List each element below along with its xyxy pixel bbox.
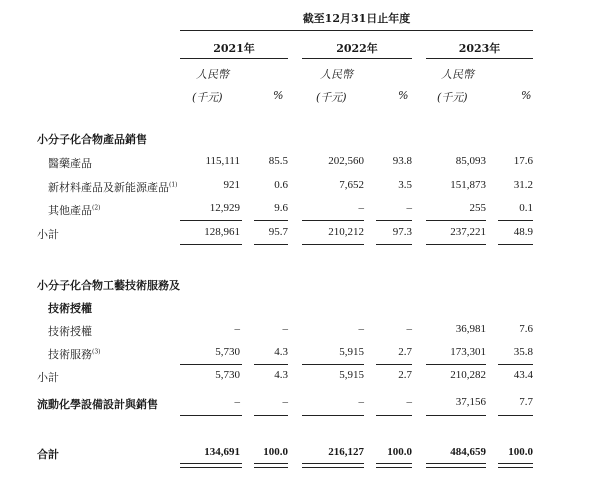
subtotal-label-1: 小計 [37,228,59,241]
rule [180,364,242,365]
cell: 12,929 [209,202,240,214]
cell: – [282,396,288,408]
rule [180,415,242,416]
footnote-2: (2) [92,204,101,212]
cell: 4.3 [274,369,288,381]
cell: 216,127 [328,446,364,458]
cell: 17.6 [513,155,533,167]
cell: 9.6 [274,202,288,214]
rule [498,364,533,365]
cell: – [358,396,364,408]
cell: 151,873 [450,179,486,191]
row-label-tech-licensing: 技術授權 [48,325,92,338]
row-label-other-products: 其他產品$^{(2)}$ [48,204,101,217]
cell: 95.7 [268,226,288,238]
cell: 5,730 [215,346,240,358]
cell: 100.0 [263,446,288,458]
rule [426,364,486,365]
rule [498,220,533,221]
cell: 237,221 [450,226,486,238]
rule [376,364,412,365]
subtotal-label-2: 小計 [37,371,59,384]
section-title-licensing: 技術授權 [48,302,92,315]
rule [302,244,364,245]
cell: 37,156 [455,396,486,408]
cell: 43.4 [513,369,533,381]
cell: – [406,396,412,408]
cell: 35.8 [513,346,533,358]
double-rule [302,463,364,468]
section-title-small-molecule-sales: 小分子化合物產品銷售 [37,133,147,146]
cell: 85,093 [455,155,486,167]
cell: 31.2 [513,179,533,191]
cell: 3.5 [398,179,412,191]
cell: 48.9 [513,226,533,238]
cell: – [406,323,412,335]
cell: 0.6 [274,179,288,191]
rule [180,244,242,245]
cell: 93.8 [392,155,412,167]
rule [498,244,533,245]
footnote-3: (3) [92,348,101,356]
cell: 210,212 [328,226,364,238]
rule [302,415,364,416]
cell: 97.3 [392,226,412,238]
cell: 484,659 [450,446,486,458]
cell: – [234,323,240,335]
rule [376,220,412,221]
year-rule-2023 [426,58,533,59]
cell: – [406,202,412,214]
cell: – [358,202,364,214]
section-title-process-services: 小分子化合物工藝技術服務及 [37,279,180,292]
cell: 5,915 [339,369,364,381]
cell: 921 [223,179,240,191]
cell: 100.0 [387,446,412,458]
year-rule-2021 [180,58,288,59]
cell: 85.5 [268,155,288,167]
rule [254,364,288,365]
rule [254,220,288,221]
double-rule [180,463,242,468]
period-header: 截至12月31日止年度 [302,12,411,25]
cell: – [358,323,364,335]
year-header-2023: 2023年 [458,42,501,55]
currency-2023: 人民幣 [441,68,474,81]
cell: 2.7 [398,346,412,358]
row-label-flow-chem-equipment: 流動化學設備設計與銷售 [37,398,158,411]
rule [376,415,412,416]
footnote-1: (1) [169,181,178,189]
currency-2021: 人民幣 [196,68,229,81]
cell: 115,111 [205,155,240,167]
cell: 128,961 [204,226,240,238]
cell: – [282,323,288,335]
percent-2021: % [273,89,284,102]
cell: 5,915 [339,346,364,358]
cell: 4.3 [274,346,288,358]
rule [426,415,486,416]
cell: 100.0 [508,446,533,458]
percent-2023: % [521,89,532,102]
double-rule [426,463,486,468]
rule [426,244,486,245]
cell: 134,691 [204,446,240,458]
cell: 7.7 [519,396,533,408]
double-rule [376,463,412,468]
year-header-2022: 2022年 [336,42,378,55]
unit-2023: (千元) [437,91,468,104]
cell: 202,560 [328,155,364,167]
rule [376,244,412,245]
rule [302,364,364,365]
rule [254,244,288,245]
row-label-tech-services: 技術服務$^{(3)}$ [48,348,101,361]
rule [302,220,364,221]
cell: 5,730 [215,369,240,381]
rule [254,415,288,416]
year-rule-2022 [302,58,412,59]
cell: 7.6 [519,323,533,335]
currency-2022: 人民幣 [320,68,353,81]
row-label-pharma: 醫藥產品 [48,157,92,170]
rule [426,220,486,221]
cell: 210,282 [450,369,486,381]
cell: 0.1 [519,202,533,214]
cell: – [234,396,240,408]
unit-2021: (千元) [192,91,223,104]
double-rule [254,463,288,468]
cell: 173,301 [450,346,486,358]
double-rule [498,463,533,468]
total-label: 合計 [37,448,59,461]
unit-2022: (千元) [316,91,347,104]
row-label-new-materials: 新材料產品及新能源產品$^{(1)}$ [48,181,178,194]
cell: 36,981 [455,323,486,335]
year-header-2021: 2021年 [213,42,255,55]
cell: 2.7 [398,369,412,381]
percent-2022: % [398,89,409,102]
cell: 255 [469,202,486,214]
rule [498,415,533,416]
cell: 7,652 [339,179,364,191]
header-rule [180,30,533,31]
rule [180,220,242,221]
